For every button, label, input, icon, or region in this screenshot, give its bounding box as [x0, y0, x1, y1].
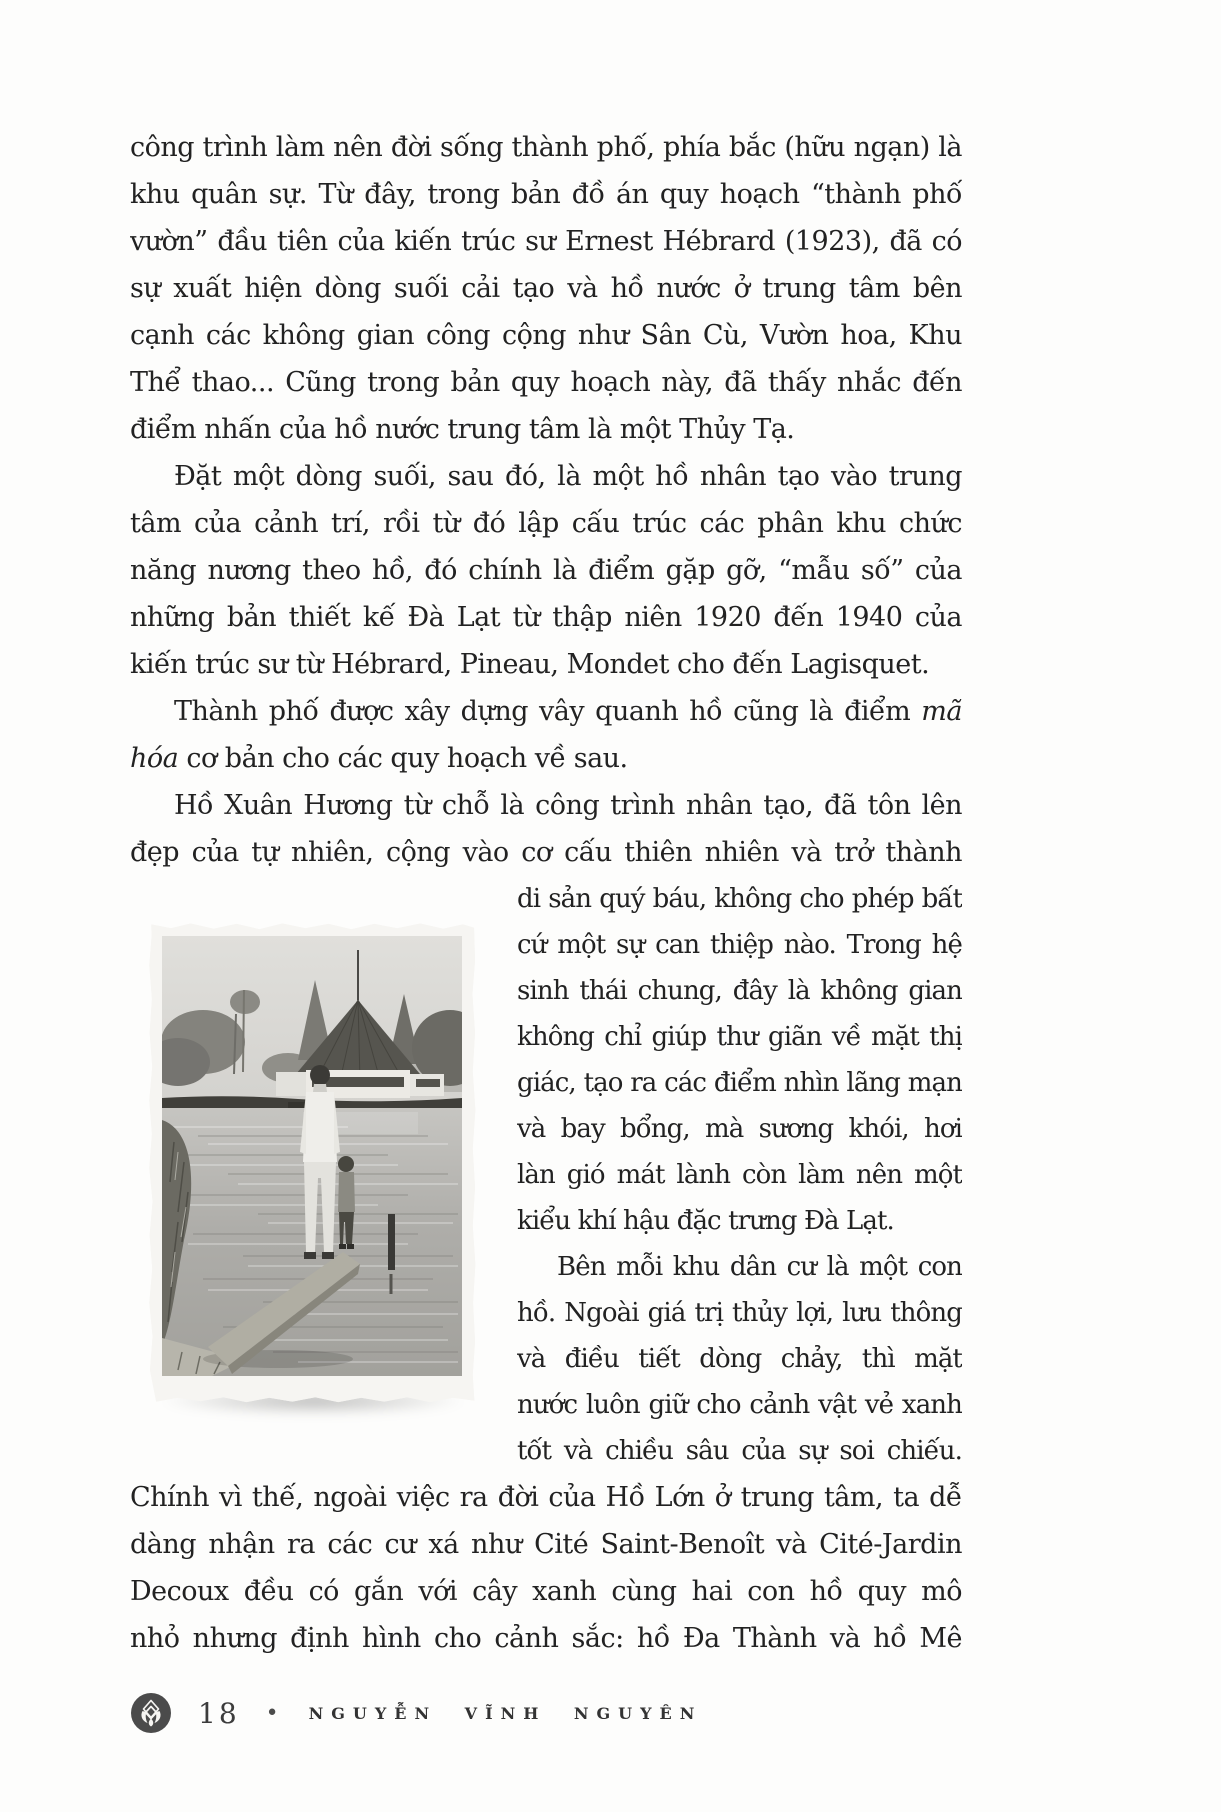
- text-line: đẹp của tự nhiên, cộng vào cơ cấu thiên nhiên và trở thành: [130, 837, 962, 868]
- text-line: tâm của cảnh trí, rồi từ đó lập cấu trúc các phân khu chức: [130, 508, 962, 539]
- text-line: khu quân sự. Từ đây, trong bản đồ án quy hoạch “thành phố: [130, 179, 962, 210]
- text-line: Chính vì thế, ngoài việc ra đời của Hồ Lớn ở trung tâm, ta dễ: [130, 1482, 962, 1513]
- text-line: những bản thiết kế Đà Lạt từ thập niên 1920 đến 1940 của: [130, 602, 962, 633]
- text-line: nhỏ nhưng định hình cho cảnh sắc: hồ Đa Thành và hồ Mê: [130, 1623, 962, 1654]
- text-line: cứ một sự can thiệp nào. Trong hệ: [517, 930, 962, 960]
- text-line: giác, tạo ra các điểm nhìn lãng mạn: [517, 1068, 962, 1098]
- text-line: sự xuất hiện dòng suối cải tạo và hồ nước ở trung tâm bên: [130, 273, 962, 304]
- text-line: công trình làm nên đời sống thành phố, phía bắc (hữu ngạn) là: [130, 132, 962, 163]
- text-line: hồ. Ngoài giá trị thủy lợi, lưu thông: [517, 1298, 962, 1328]
- text-line: cạnh các không gian công cộng như Sân Cù, Vườn hoa, Khu: [130, 320, 962, 351]
- text-line: Decoux đều có gắn với cây xanh cùng hai con hồ quy mô: [130, 1576, 962, 1607]
- text-line: nước luôn giữ cho cảnh vật vẻ xanh: [517, 1390, 962, 1420]
- text-line: kiểu khí hậu đặc trưng Đà Lạt.: [517, 1206, 894, 1236]
- text-line: Thể thao... Cũng trong bản quy hoạch này, đã thấy nhắc đến: [130, 367, 962, 398]
- text-line: sinh thái chung, đây là không gian: [517, 976, 962, 1006]
- lake-photo: [148, 922, 476, 1404]
- body-text-block-beside-photo: [517, 876, 962, 1474]
- lotus-publisher-logo-icon: [130, 1692, 172, 1734]
- text-line: Bên mỗi khu dân cư là một con: [557, 1252, 962, 1282]
- page-footer: [130, 1690, 702, 1736]
- text-line: không chỉ giúp thư giãn về mặt thị: [517, 1022, 962, 1052]
- text-line: kiến trúc sư từ Hébrard, Pineau, Mondet cho đến Lagisquet.: [130, 649, 930, 680]
- text-line: điểm nhấn của hồ nước trung tâm là một Thủy Tạ.: [130, 414, 795, 445]
- body-text-block-bottom: [130, 1474, 962, 1662]
- text-line: Hồ Xuân Hương từ chỗ là công trình nhân tạo, đã tôn lên: [174, 790, 962, 821]
- page-number: 18: [198, 1696, 240, 1730]
- text-line: di sản quý báu, không cho phép bất: [517, 884, 962, 914]
- body-text-block-top: [130, 124, 962, 876]
- author-name: NGUYỄN VĨNH NGUYÊN: [308, 1703, 703, 1723]
- text-line: và bay bổng, mà sương khói, hơi: [517, 1114, 962, 1144]
- text-line: Thành phố được xây dựng vây quanh hồ cũng là điểm mã: [174, 696, 962, 727]
- lake-photo-illustration: [148, 922, 476, 1404]
- text-line: và điều tiết dòng chảy, thì mặt: [517, 1344, 962, 1374]
- text-line: tốt và chiều sâu của sự soi chiếu.: [517, 1436, 962, 1466]
- text-line: làn gió mát lành còn làm nên một: [517, 1160, 962, 1190]
- text-line: năng nương theo hồ, đó chính là điểm gặp gỡ, “mẫu số” của: [130, 555, 962, 586]
- text-line: hóa cơ bản cho các quy hoạch về sau.: [130, 743, 628, 774]
- text-line: dàng nhận ra các cư xá như Cité Saint-Benoît và Cité-Jardin: [130, 1529, 962, 1560]
- text-line: vườn” đầu tiên của kiến trúc sư Ernest Hébrard (1923), đã có: [130, 226, 962, 257]
- footer-separator-dot: •: [265, 1700, 279, 1726]
- text-line: Đặt một dòng suối, sau đó, là một hồ nhân tạo vào trung: [174, 461, 962, 492]
